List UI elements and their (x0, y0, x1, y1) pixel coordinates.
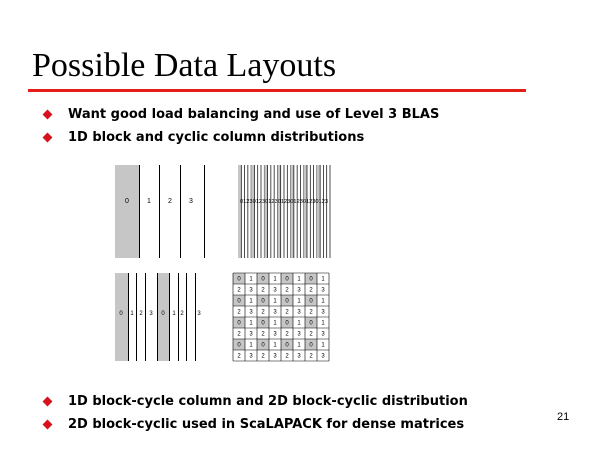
grid-cell-label: 0 (309, 342, 313, 349)
cyclic-label: 0123012301230123012301230123 (240, 199, 329, 205)
page-title: Possible Data Layouts (32, 47, 337, 84)
grid-cell-label: 1 (273, 320, 277, 327)
grid-cell-label: 3 (273, 353, 277, 360)
block-cyclic-2d-diagram (233, 273, 329, 361)
shaded-block (157, 273, 169, 361)
grid-cell-label: 1 (273, 276, 277, 283)
grid-cell-label: 2 (237, 309, 241, 316)
cyclic-columns (238, 165, 330, 258)
grid-cell-label: 2 (309, 331, 313, 338)
bullet-text: 1D block and cyclic column distributions (68, 130, 365, 145)
grid-cell-label: 0 (261, 276, 265, 283)
cyclic-1d-diagram (238, 165, 330, 258)
shaded-column (317, 165, 320, 258)
block-label: 0 (119, 311, 123, 317)
grid-cell-label: 0 (285, 342, 289, 349)
block-label: 0 (125, 198, 129, 205)
grid-cell-label: 1 (297, 276, 301, 283)
grid-cell-label: 1 (273, 298, 277, 305)
grid-cell-label: 3 (321, 331, 325, 338)
grid-cell-label: 0 (237, 320, 241, 327)
grid-cell-label: 0 (237, 276, 241, 283)
grid-cell-label: 3 (249, 287, 253, 294)
shaded-column (264, 165, 267, 258)
block-label: 1 (172, 311, 176, 317)
grid-cell-label: 1 (321, 298, 325, 305)
shaded-column (238, 165, 241, 258)
grid-cell-label: 3 (297, 331, 301, 338)
grid-cell-label: 2 (309, 353, 313, 360)
grid-cell-label: 3 (321, 309, 325, 316)
shaded-block (115, 165, 139, 258)
grid-cell-label: 1 (249, 298, 253, 305)
grid-cell-label: 2 (237, 287, 241, 294)
shaded-block (115, 273, 128, 361)
grid-cell-label: 3 (273, 309, 277, 316)
grid-cell-label: 2 (261, 331, 265, 338)
grid-cell-label: 2 (285, 309, 289, 316)
diamond-bullet-icon (43, 420, 53, 430)
grid-cell-label: 0 (309, 276, 313, 283)
grid-cell-label: 0 (285, 298, 289, 305)
grid-cell-label: 1 (249, 342, 253, 349)
block-label: 3 (197, 311, 201, 317)
grid-cell-label: 0 (237, 342, 241, 349)
grid-cell-label: 1 (297, 298, 301, 305)
grid-cell-label: 2 (285, 353, 289, 360)
shaded-column (251, 165, 254, 258)
grid-cell-label: 1 (297, 320, 301, 327)
grid-cell-label: 2 (261, 287, 265, 294)
grid-cell-label: 2 (261, 309, 265, 316)
grid-cell-label: 0 (309, 298, 313, 305)
grid-cell-label: 0 (261, 342, 265, 349)
grid-cell-label: 3 (321, 287, 325, 294)
bottom-bullet-list (42, 390, 468, 436)
block-cyclic-1d-diagram (115, 273, 201, 361)
grid-cell-label: 2 (261, 353, 265, 360)
block-1d-diagram (115, 165, 205, 258)
grid-cell-label: 3 (297, 353, 301, 360)
page-number: 21 (557, 411, 570, 423)
grid-cell-label: 3 (249, 353, 253, 360)
grid-cell-label: 0 (285, 320, 289, 327)
block-label: 0 (161, 311, 165, 317)
bullet-item (42, 413, 468, 436)
grid-cell-label: 3 (273, 287, 277, 294)
grid-cell-label: 0 (285, 276, 289, 283)
grid-cell-label: 2 (237, 331, 241, 338)
shaded-column (277, 165, 280, 258)
grid-cell-label: 2 (285, 287, 289, 294)
grid-cell-label: 1 (249, 276, 253, 283)
shaded-column (304, 165, 307, 258)
grid-cell-label: 1 (321, 276, 325, 283)
grid-cell-label: 1 (273, 342, 277, 349)
grid-cell-label: 1 (321, 342, 325, 349)
bullet-text: Want good load balancing and use of Level 3 BLAS (68, 107, 440, 122)
grid-cell-label: 0 (261, 298, 265, 305)
grid-cell-label: 1 (297, 342, 301, 349)
grid-cell-label: 3 (297, 309, 301, 316)
grid-cell-label: 3 (249, 331, 253, 338)
block-label: 3 (189, 198, 193, 205)
bullet-text: 2D block-cyclic used in ScaLAPACK for dense matrices (68, 417, 465, 432)
grid-cell-label: 3 (249, 309, 253, 316)
block-label: 1 (147, 198, 151, 205)
grid-cell-label: 3 (273, 331, 277, 338)
grid-cell-label: 0 (261, 320, 265, 327)
grid-cell-label: 3 (297, 287, 301, 294)
grid-cell-label: 2 (237, 353, 241, 360)
grid-cell-label: 0 (237, 298, 241, 305)
block-label: 3 (149, 311, 153, 317)
block-label: 2 (168, 198, 172, 205)
grid-cell-label: 2 (285, 331, 289, 338)
grid-cell-label: 2 (309, 309, 313, 316)
grid-cell-label: 1 (321, 320, 325, 327)
block-label: 2 (139, 311, 143, 317)
grid-cell-label: 2 (309, 287, 313, 294)
bullet-text: 1D block-cycle column and 2D block-cyclic distribution (68, 394, 468, 409)
diamond-bullet-icon (43, 397, 53, 407)
grid-cell-label: 1 (249, 320, 253, 327)
grid-cell-label: 3 (321, 353, 325, 360)
bullet-item (42, 390, 468, 413)
shaded-column (291, 165, 294, 258)
block-label: 1 (130, 311, 134, 317)
grid-cell-label: 0 (309, 320, 313, 327)
block-label: 2 (180, 311, 184, 317)
